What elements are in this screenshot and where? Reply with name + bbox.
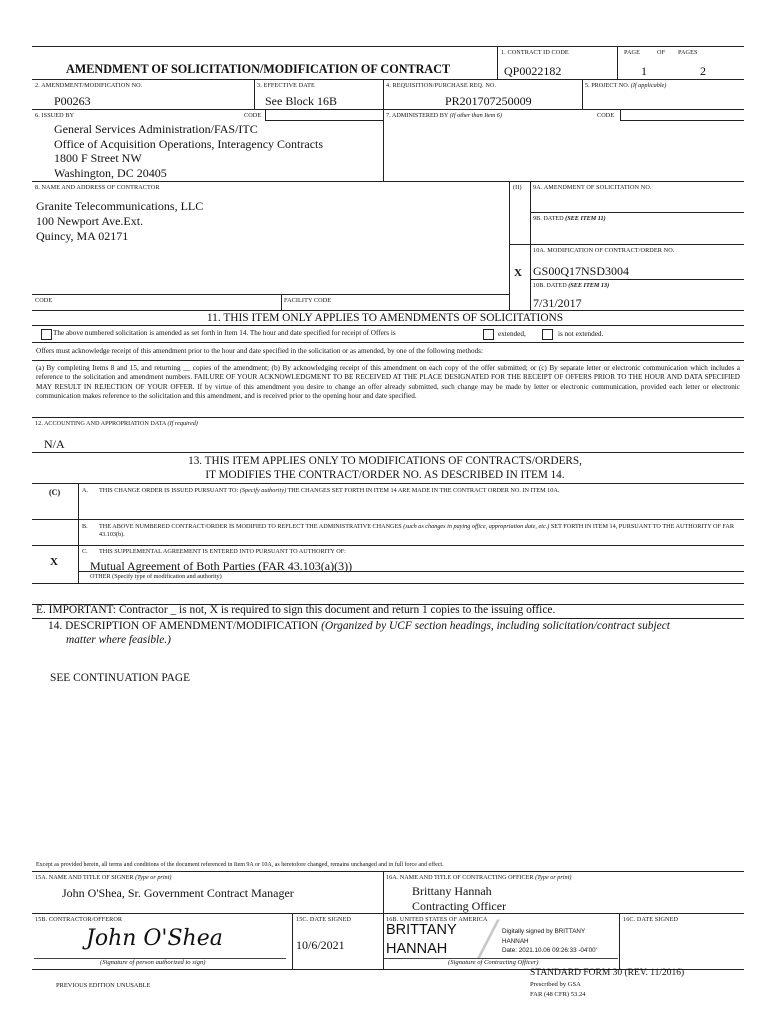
page-label: PAGE [624, 49, 640, 56]
item11-line1: The above numbered solicitation is amended as set forth in Item 14. The hour and date specified for receipt of Offers is [53, 329, 396, 337]
issued-line: Office of Acquisition Operations, Interagency Contracts [54, 136, 324, 151]
modification-contract-value: GS00Q17NSD3004 [533, 264, 630, 278]
prescribed-by: Prescribed by GSA [530, 981, 581, 988]
modification-x-mark: X [514, 267, 522, 279]
signer-note: (Type or print) [135, 874, 172, 881]
page-value: 1 [641, 64, 647, 78]
digital-signature-name-1: BRITTANY [386, 922, 457, 938]
issued-by-address [54, 122, 323, 180]
officer-label: 16A. NAME AND TITLE OF CONTRACTING OFFICER [386, 874, 534, 881]
item13-check-header: (C) [49, 488, 61, 497]
issued-line: 1800 F Street NW [54, 151, 142, 165]
date-signed-15c-label: 15C. DATE SIGNED [296, 916, 352, 923]
item13-a-text2: THE CHANGES SET FORTH IN ITEM 14 ARE MADE IN THE CONTRACT ORDER NO. IN ITEM 10A. [287, 487, 560, 494]
contractor-offeror-label: 15B. CONTRACTOR/OFFEROR [35, 916, 123, 923]
officer-title: Contracting Officer [412, 899, 507, 913]
solicitation-amended-checkbox[interactable] [41, 329, 52, 340]
item13-b-letter: B. [82, 523, 88, 530]
contractor-address [36, 199, 203, 244]
effective-date-label: 3. EFFECTIVE DATE [257, 82, 315, 89]
important-notice: E. IMPORTANT: Contractor _ is not, X is required to sign this document and return 1 copies to the issuing office. [36, 604, 556, 616]
usa-label: 16B. UNITED STATES OF AMERICA [386, 916, 488, 923]
digital-signature-mark-icon: ╱ [478, 921, 499, 959]
item13-c-text: THIS SUPPLEMENTAL AGREEMENT IS ENTERED INTO PURSUANT TO AUTHORITY OF: [99, 548, 346, 555]
item13-a-note: (Specify authority) [239, 487, 287, 494]
item13-b-text: THE ABOVE NUMBERED CONTRACT/ORDER IS MODIFIED TO REFLECT THE ADMINISTRATIVE CHANGES [99, 523, 402, 530]
amendment-solicitation-label: 9A. AMENDMENT OF SOLICITATION NO. [533, 184, 652, 191]
facility-code-label: FACILITY CODE [284, 297, 332, 304]
contractor-line: 100 Newport Ave.Ext. [36, 214, 144, 228]
item14-title: 14. DESCRIPTION OF AMENDMENT/MODIFICATION [48, 620, 319, 632]
item11-paragraph: (a) By completing Items 8 and 15, and returning __ copies of the amendment; (b) By acknowledging receipt of this amendment on each copy of the offer submitted; or (c) By separate letter or electronic communication which includes a reference to the solicitation and amendment numbers. FAILURE OF YOUR ACKNOWLEDGMENT TO BE RECEIVED AT THE PLACE DESIGNATED FOR THE RECEIPT OF OFFERS PRIOR TO THE HOUR AND DATA SPECIFIED MAY RESULT IN REJECTION OF YOUR OFFER. If by virtue of this amendment you desire to change an offer already submitted, such change may be made by letter or electronic communication, provided each letter or electronic communication makes reference to the solicitation and this amendment, and is received prior to the opening hour and date specified. [36, 364, 740, 401]
contract-id-value: QP0022182 [504, 64, 562, 78]
dated-10b-label: 10B. DATED [533, 282, 567, 289]
contractor-line: Quincy, MA 02171 [36, 229, 129, 243]
digital-line: Digitally signed by BRITTANY [502, 928, 586, 935]
digital-line: Date: 2021.10.06 09:26:33 -04'00' [502, 947, 597, 954]
effective-date-value: See Block 16B [265, 94, 337, 108]
not-extended-checkbox[interactable] [542, 329, 553, 340]
signature-caption: (Signature of person authorized to sign) [100, 959, 206, 966]
signer-label: 15A. NAME AND TITLE OF SIGNER [35, 874, 134, 881]
item13-c-mark: X [50, 556, 58, 568]
admin-code-label: CODE [597, 112, 615, 119]
item13-b-note: (such as changes in paying office, appropriation date, etc.) [403, 523, 550, 530]
administered-label: 7. ADMINISTERED BY [386, 112, 449, 119]
requisition-value: PR201707250009 [445, 94, 532, 108]
item13-c-letter: C. [82, 548, 88, 555]
contractor-signature: John O'Shea [86, 926, 223, 951]
project-label: 5. PROJECT NO. [585, 82, 630, 89]
accounting-value: N/A [44, 437, 65, 451]
issued-line: General Services Administration/FAS/ITC [54, 122, 258, 136]
issued-line: Washington, DC 20405 [54, 165, 167, 180]
officer-name: Brittany Hannah [412, 884, 492, 898]
accounting-note: (If required) [167, 420, 198, 427]
administered-note: (If other than Item 6) [449, 112, 502, 119]
dated-9b-label: 9B. DATED [533, 215, 564, 222]
date-signed-15c-value: 10/6/2021 [296, 938, 345, 952]
dated-9b-note: (SEE ITEM 11) [565, 215, 606, 222]
item14-note-2: matter where feasible.) [66, 634, 171, 646]
except-statement: Except as provided herein, all terms and conditions of the document referenced in Item 9A or 10A, as heretofore changed, remains unchanged and in full force and effect. [36, 862, 444, 868]
item13-a-text: THIS CHANGE ORDER IS ISSUED PURSUANT TO: [99, 487, 239, 494]
item11-title: 11. THIS ITEM ONLY APPLIES TO AMENDMENTS OF SOLICITATIONS [206, 312, 564, 324]
contractor-code-label: CODE [35, 297, 53, 304]
previous-edition-note: PREVIOUS EDITION UNUSABLE [56, 982, 151, 989]
item13-c-value: Mutual Agreement of Both Parties (FAR 43.103(a)(3)) [90, 559, 353, 573]
item13-b-text2: SET FORTH IN ITEM 14, PURSUANT TO THE AUTHORITY OF FAR 43.103(b). [99, 523, 735, 539]
amendment-label: 2. AMENDMENT/MODIFICATION NO. [35, 82, 143, 89]
issued-code-label: CODE [244, 112, 262, 119]
far-reference: FAR (48 CFR) 53.24 [530, 991, 586, 998]
item11-line2: Offers must acknowledge receipt of this amendment prior to the hour and date specified in the solicitation or as amended, by one of the following methods: [36, 347, 483, 355]
item13-title-2: IT MODIFIES THE CONTRACT/ORDER NO. AS DESCRIBED IN ITEM 14. [205, 469, 565, 481]
extended-label: extended, [498, 330, 526, 338]
requisition-label: 4. REQUISITION/PURCHASE REQ. NO. [386, 82, 497, 89]
digital-signature-details [502, 927, 597, 956]
digital-line: HANNAH [502, 937, 529, 945]
accounting-label: 12. ACCOUNTING AND APPROPRIATION DATA [35, 420, 166, 427]
modification-contract-label: 10A. MODIFICATION OF CONTRACT/ORDER NO. [533, 247, 675, 254]
form-title: AMENDMENT OF SOLICITATION/MODIFICATION OF CONTRACT [66, 62, 451, 76]
item13-title-1: 13. THIS ITEM APPLIES ONLY TO MODIFICATIONS OF CONTRACTS/ORDERS, [188, 455, 582, 467]
issued-by-label: 6. ISSUED BY [35, 112, 75, 119]
extended-checkbox[interactable] [483, 329, 494, 340]
digital-signature-name-2: HANNAH [386, 941, 448, 957]
standard-form-title: STANDARD FORM 30 (REV. 11/2016) [530, 968, 685, 978]
of-label: OF [657, 49, 666, 56]
contract-id-label: 1. CONTRACT ID CODE [501, 49, 569, 56]
officer-note: (Type or print) [535, 874, 572, 881]
pages-value: 2 [700, 64, 706, 78]
dated-10b-value: 7/31/2017 [533, 296, 582, 310]
contractor-label: 8. NAME AND ADDRESS OF CONTRACTOR [35, 184, 160, 191]
pages-label: PAGES [678, 49, 698, 56]
item13-a-letter: A. [82, 487, 89, 494]
officer-signature-caption: (Signature of Contracting Officer) [448, 959, 539, 966]
x-marker: (II) [513, 184, 522, 191]
amendment-value: P00263 [54, 94, 91, 108]
item13-d-text: OTHER (Specify type of modification and authority) [90, 573, 222, 580]
date-signed-16c-label: 16C. DATE SIGNED [623, 916, 679, 923]
item14-note-1: (Organized by UCF section headings, including solicitation/contract subject [321, 620, 670, 632]
item14-body: SEE CONTINUATION PAGE [50, 672, 191, 684]
project-note: (If applicable) [630, 82, 667, 89]
not-extended-label: is not extended. [558, 330, 604, 338]
contractor-line: Granite Telecommunications, LLC [36, 199, 204, 213]
signer-value: John O'Shea, Sr. Government Contract Manager [62, 886, 294, 900]
dated-10b-note: (SEE ITEM 13) [568, 282, 610, 289]
